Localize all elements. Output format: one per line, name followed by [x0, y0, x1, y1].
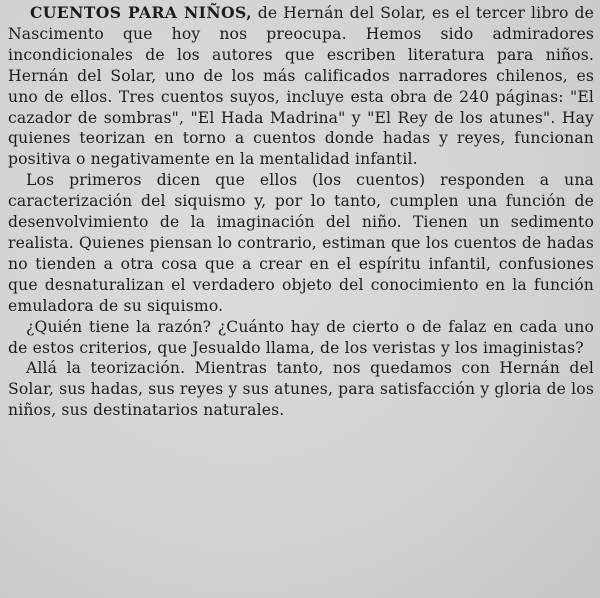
paragraph-1-text: de Hernán del Solar, es el tercer libro de Nascimento que hoy nos preocupa. Hemos sido admiradores incondicionales de los autores que escriben literatura para niños. Hernán del Solar, uno de los más calificados narradores chilenos, es uno de ellos. Tres cuentos suyos, incluye esta obra de 240 páginas: "El cazador de sombras", "El Hada Madrina" y "El Rey de los atunes". Hay quienes teorizan en torno a cuentos donde hadas y reyes, funcionan positiva o negativamente en la mentalidad infantil.: [8, 4, 594, 169]
paragraph-1: [8, 3, 594, 170]
paragraph-3: ¿Quién tiene la razón? ¿Cuánto hay de cierto o de falaz en cada uno de estos criterios, que Jesualdo llama, de los veristas y los imaginistas?: [8, 317, 594, 357]
paragraph-2: Los primeros dicen que ellos (los cuentos) responden a una caracterización del siquismo y, por lo tanto, cumplen una función de desenvolvimiento de la imaginación del niño. Tienen un sedimento realista. Quienes piensan lo contrario, estiman que los cuentos de hadas no tienden a otra cosa que a crear en el espíritu infantil, confusiones que desnaturalizan el verdadero objeto del conocimiento en la función emuladora de su siquismo.: [8, 171, 594, 315]
article-lead-title: CUENTOS PARA NIÑOS,: [30, 3, 252, 22]
paragraph-4: Allá la teorización. Mientras tanto, nos quedamos con Hernán del Solar, sus hadas, sus reyes y sus atunes, para satisfacción y gloria de los niños, sus destinatarios naturales.: [8, 359, 594, 420]
